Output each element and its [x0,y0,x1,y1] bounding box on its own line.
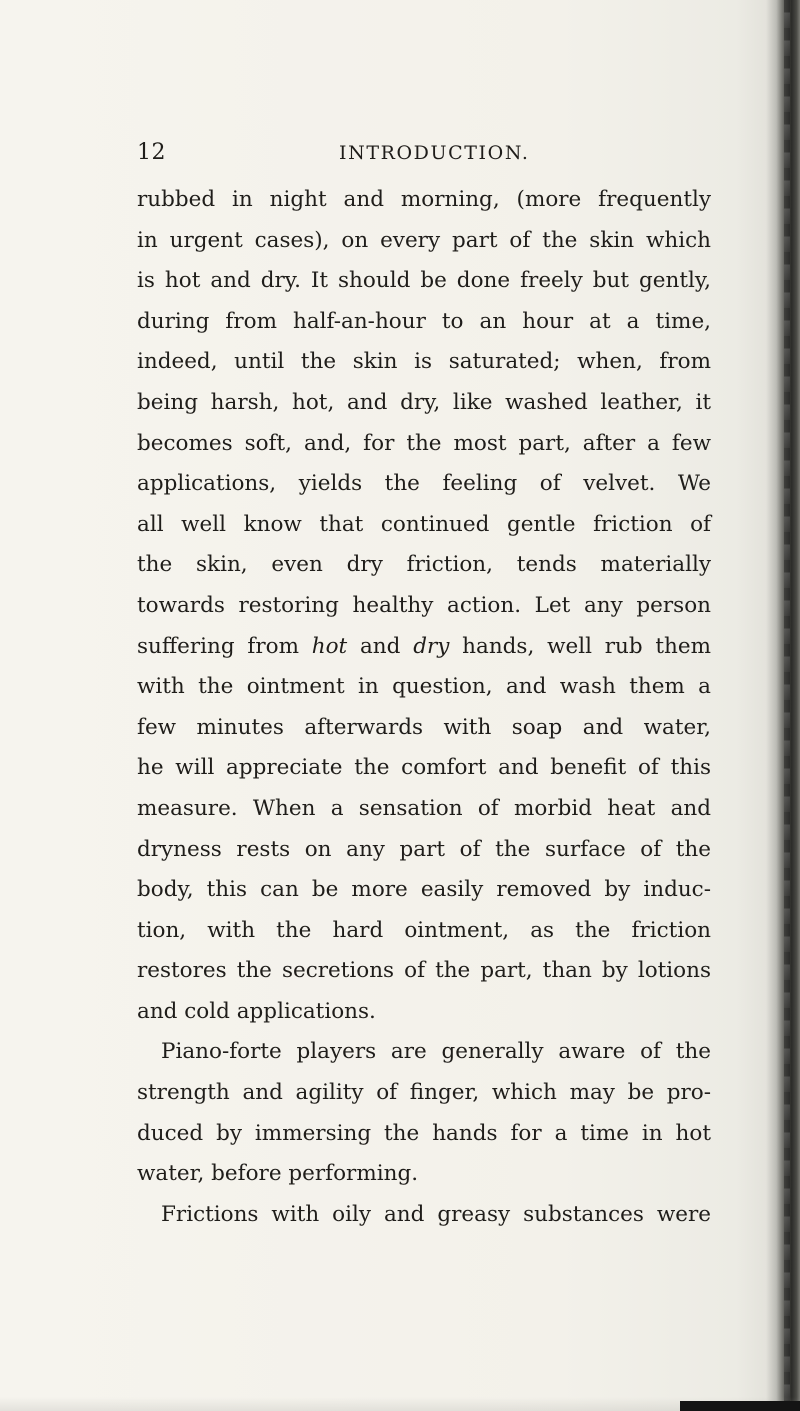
body-text [137,180,711,1235]
text-line: restores the secretions of the part, than by lotions [137,958,711,984]
text-line: towards restoring healthy action. Let any person [137,592,711,618]
text-line: indeed, until the skin is saturated; when, from [137,349,711,375]
text-line: he will appreciate the comfort and benefit of this [137,755,711,781]
running-title: INTRODUCTION. [339,142,530,164]
text-line: rubbed in night and morning, (more frequently [137,187,711,212]
text-line: applications, yields the feeling of velvet. We [137,471,711,497]
text-line: measure. When a sensation of morbid heat and [137,795,711,821]
text-line: body, this can be more easily removed by induc- [137,877,711,903]
text-line: in urgent cases), on every part of the skin which [137,227,711,253]
italic-word: dry [413,633,450,659]
text-line: being harsh, hot, and dry, like washed leather, it [137,389,711,415]
text-line: water, before performing. [137,1161,419,1187]
text-line: becomes soft, and, for the most part, after a few [137,430,711,456]
text-line-with-italics [137,627,711,668]
text-line: and cold applications. [137,998,376,1024]
page-edge-shadow [766,0,800,1411]
text-line: the skin, even dry friction, tends materially [137,552,711,578]
text-line: strength and agility of finger, which may be pro- [137,1080,711,1106]
running-head [137,140,777,174]
text-line: few minutes afterwards with soap and water, [137,714,711,740]
italic-word: hot [311,633,348,659]
text-line: duced by immersing the hands for a time in hot [137,1120,711,1146]
text-line: all well know that continued gentle friction of [137,511,711,537]
text-segment: hands, well rub them [449,633,711,659]
text-segment: and [347,633,414,659]
text-segment: suffering from [137,633,312,659]
bottom-corner-shadow [680,1401,800,1411]
paragraph-start-line: Frictions with oily and greasy substances were [161,1201,711,1227]
text-line: during from half-an-hour to an hour at a time, [137,308,711,334]
text-line: dryness rests on any part of the surface of the [137,836,711,862]
text-line: is hot and dry. It should be done freely but gently, [137,268,711,294]
binding-texture [784,0,790,1411]
text-line: with the ointment in question, and wash them a [137,674,711,700]
page-number: 12 [137,140,166,165]
paragraph-start-line: Piano-forte players are generally aware of the [161,1039,711,1065]
text-line: tion, with the hard ointment, as the friction [137,917,711,943]
